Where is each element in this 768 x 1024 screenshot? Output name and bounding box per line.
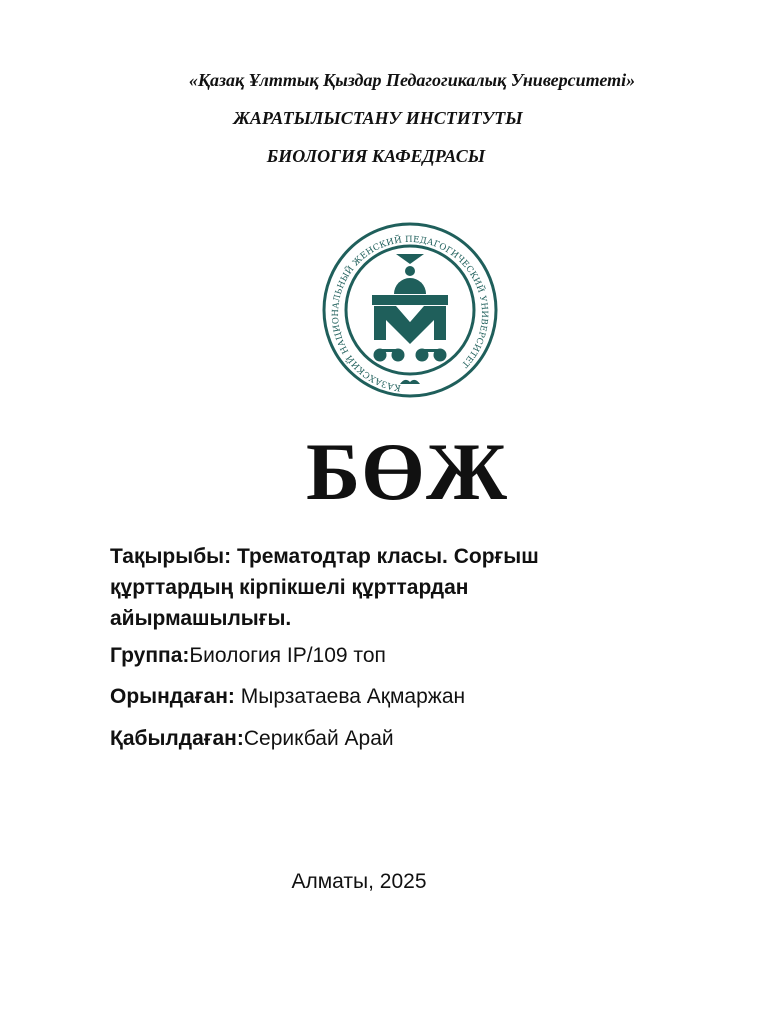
group-block [110, 640, 630, 671]
emblem-ring-textpath: КАЗАХСКИЙ НАЦИОНАЛЬНЫЙ ЖЕНСКИЙ ПЕДАГОГИЧЕСКИЙ УНИВЕРСИТЕТ [330, 234, 490, 393]
city-year: Алматы, 2025 [291, 870, 427, 893]
topic-label: Тақырыбы: [110, 545, 232, 568]
document-title: БӨЖ [305, 426, 509, 517]
emblem-ornament [400, 380, 420, 384]
emblem-figure [372, 254, 448, 362]
department-name: БИОЛОГИЯ КАФЕДРАСЫ [266, 146, 486, 166]
performer-block [110, 681, 630, 712]
receiver-label: Қабылдаған: [110, 727, 244, 750]
university-name: «Қазақ Ұлттық Қыздар Педагогикалық Университеті» [188, 70, 636, 90]
university-emblem-icon [316, 222, 504, 400]
performer-label: Орындаған: [110, 685, 235, 708]
institute-name: ЖАРАТЫЛЫСТАНУ ИНСТИТУТЫ [233, 108, 523, 128]
topic-value: Трематодтар класы. Сорғыш құрттардың кірпікшелі құрттардан айырмашылығы. [110, 545, 539, 630]
group-label: Группа: [110, 644, 190, 667]
group-value: Биология IP/109 топ [189, 644, 386, 667]
receiver-block [110, 723, 630, 754]
topic-block [110, 541, 630, 634]
receiver-value: Серикбай Арай [243, 727, 394, 750]
performer-value: Мырзатаева Ақмаржан [234, 685, 466, 708]
